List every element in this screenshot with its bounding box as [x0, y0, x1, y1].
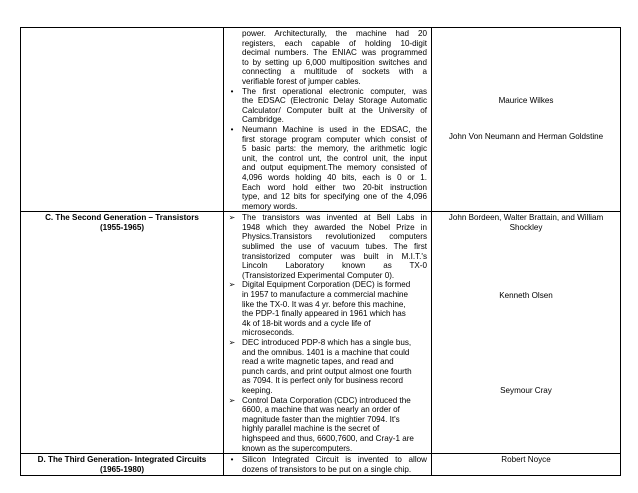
description-cell	[224, 28, 432, 212]
text-line: verifiable forest of jumper cables.	[242, 76, 361, 86]
text-line: power. Architecturally, the machine had 20	[242, 29, 427, 38]
text-line: punch cards, and print output almost one fourth	[242, 366, 412, 376]
text-line: memory words.	[242, 201, 298, 211]
bullet-item-pdp8	[224, 338, 427, 396]
generation-title	[21, 454, 223, 474]
generation-title	[21, 212, 223, 232]
text-line: 6600, a machine that was nearly an order of	[242, 405, 400, 415]
text-line: highly parallel machine is the secret of	[242, 424, 380, 434]
text-line: Each word hold either two 20-bit instruction	[242, 182, 427, 192]
generation-cell-empty	[21, 28, 224, 212]
text-line: to by setting up 6,000 multiposition switches and	[242, 57, 427, 67]
text-line: Cambridge.	[242, 115, 284, 125]
person-name: Seymour Cray	[500, 386, 552, 396]
description-cell	[224, 212, 432, 454]
text-line: the PDP-1 finally appeared in 1961 which has	[242, 309, 406, 319]
text-line: in 1957 to manufacture a commercial machine	[242, 290, 409, 300]
person-name	[432, 213, 620, 232]
description-cell	[224, 454, 432, 476]
computer-history-table	[20, 27, 621, 476]
text-line: 5 basic parts: the memory, the arithmetic logic	[242, 144, 427, 154]
text-line: sublimed the use of vacuum tubes. The first	[242, 242, 427, 252]
generation-cell	[21, 212, 224, 454]
text-line: microseconds.	[242, 328, 295, 338]
text-line: Calculator/ Computer built at the University of	[242, 105, 427, 115]
text-line: Physics.Transistors revolutionized computers	[242, 232, 427, 242]
person-name: Maurice Wilkes	[498, 96, 554, 105]
text-line: as 7094. It is perfect only for business record	[242, 376, 404, 386]
text-line: known as the supercomputers.	[242, 443, 353, 453]
bullet-dot-icon: •	[230, 124, 234, 134]
text-line: 4k of 18-bit words and a cycle life of	[242, 318, 371, 328]
person-name: John Von Neumann and Herman Goldstine	[448, 132, 604, 141]
text-line: keeping.	[242, 385, 273, 395]
text-line: 4,096 words holding 40 bits, each is 0 or 1.	[242, 172, 427, 182]
generation-years: (1965-1980)	[99, 464, 145, 474]
bullet-item-dec	[224, 280, 427, 338]
person-cell	[432, 212, 621, 454]
arrowhead-bullet-icon: ➢	[228, 395, 236, 405]
generation-cell	[21, 454, 224, 476]
text-line: registers, each capable of holding 10-digit	[242, 38, 427, 48]
text-line: Lincoln Laboratory known as TX-0	[242, 261, 427, 271]
person-cell	[432, 454, 621, 476]
text-line: first storage program computer which consist of	[242, 134, 427, 144]
text-line: and the omnibus. 1401 is a machine that could	[242, 347, 410, 357]
person-name: Kenneth Olsen	[499, 291, 553, 301]
bullet-item-integrated-circuit	[224, 455, 427, 474]
bullet-item-transistors	[224, 213, 427, 280]
text-line: highspeed and thus, 6600,7600, and Cray-1 are	[242, 433, 414, 443]
text-line: type, and 12 bits for specifying one of the 4,096	[242, 192, 427, 202]
eniac-continued-text	[224, 29, 427, 87]
text-line: and output equipment.The memory consisted of	[242, 163, 427, 173]
text-line: Neumann Machine is used in the EDSAC, the	[242, 124, 427, 134]
text-line: The first operational electronic computer, was	[242, 86, 427, 96]
arrowhead-bullet-icon: ➢	[228, 280, 236, 290]
text-line: Digital Equipment Corporation (DEC) is formed	[242, 280, 411, 290]
text-line: unit, the control unt, the control unit, the input	[242, 153, 427, 163]
text-line: connecting a multitude of sockets with a	[242, 67, 427, 77]
table-row-third-generation	[21, 454, 621, 476]
table-row-second-generation	[21, 212, 621, 454]
text-line: dozens of transistors to be put on a single chip.	[242, 464, 412, 474]
person-name-line: John Bordeen, Walter Brattain, and William	[448, 213, 604, 223]
bullet-item-edsac	[224, 87, 427, 125]
text-line: (Transistorized Experimental Computer 0).	[242, 270, 395, 280]
arrowhead-bullet-icon: ➢	[228, 213, 236, 223]
text-line: transistorized computer was built in M.I.T.'s	[242, 251, 427, 261]
person-name-line: Shockley	[509, 222, 543, 232]
bullet-item-neumann-machine	[224, 125, 427, 211]
generation-title-line: C. The Second Generation – Transistors	[45, 213, 199, 223]
text-line: magnitude faster than the mightier 7094. It's	[242, 414, 400, 424]
bullet-dot-icon: •	[230, 455, 234, 465]
text-line: Silicon Integrated Circuit is invented to allow	[242, 455, 427, 465]
arrowhead-bullet-icon: ➢	[228, 338, 236, 347]
person-cell	[432, 28, 621, 212]
generation-years: (1955-1965)	[99, 222, 145, 232]
text-line: read a write magnetic tapes, and read and	[242, 357, 394, 367]
text-line: DEC introduced PDP-8 which has a single bus,	[242, 338, 412, 347]
person-name: Robert Noyce	[501, 455, 551, 465]
bullet-item-cdc	[224, 396, 427, 454]
table-row-first-generation-continued	[21, 28, 621, 212]
text-line: The transistors was invented at Bell Labs in	[242, 213, 427, 223]
text-line: 1948 which they awarded the Nobel Prize in	[242, 222, 427, 232]
text-line: like the TX-0. It was 4 yr. before this machine,	[242, 299, 406, 309]
generation-title-line: D. The Third Generation- Integrated Circuits	[37, 455, 207, 465]
bullet-dot-icon: •	[230, 86, 234, 96]
text-line: decimal numbers. The ENIAC was programmed	[242, 48, 427, 58]
text-line: Control Data Corporation (CDC) introduced the	[242, 395, 411, 405]
text-line: the EDSAC (Electronic Delay Storage Automatic	[242, 96, 427, 106]
